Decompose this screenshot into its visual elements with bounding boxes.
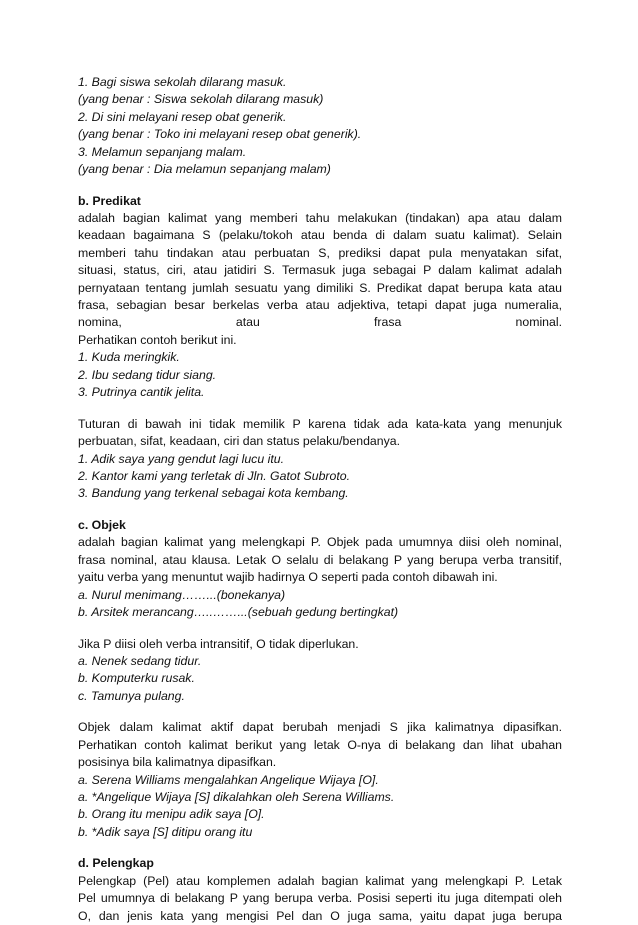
section-heading-pelengkap: d. Pelengkap — [78, 856, 154, 871]
example-line: a. Nenek sedang tidur. — [78, 653, 202, 668]
paragraph-line: Objek dalam kalimat aktif dapat berubah menjadi S jika kalimatnya dipasifkan. — [78, 720, 562, 735]
paragraph-line: Pel umumnya di belakang P yang berupa verba. Posisi seperti itu juga ditempati oleh — [78, 891, 562, 906]
example-line: 1. Adik saya yang gendut lagi lucu itu. — [78, 451, 284, 466]
paragraph-line: O, dan jenis kata yang mengisi Pel dan O juga sama, yaitu dapat juga berupa — [78, 908, 562, 923]
example-line: c. Tamunya pulang. — [78, 688, 185, 703]
example-line: a. Serena Williams mengalahkan Angelique Wijaya [O]. — [78, 772, 379, 787]
example-line: 2. Di sini melayani resep obat generik. — [78, 109, 287, 124]
paragraph-line: adalah bagian kalimat yang melengkapi P. Objek pada umumnya diisi oleh nominal, — [78, 535, 562, 550]
paragraph-line: adalah bagian kalimat yang memberi tahu melakukan (tindakan) apa atau dalam — [78, 211, 562, 226]
example-line: (yang benar : Dia melamun sepanjang malam) — [78, 162, 331, 177]
paragraph-line: situasi, status, ciri, atau jatidiri S. Termasuk juga sebagai P dalam kalimat adalah — [78, 263, 562, 278]
paragraph-line: nomina, atau frasa nominal. — [78, 315, 562, 330]
example-line: b. *Adik saya [S] ditipu orang itu — [78, 824, 253, 839]
section-heading-predikat: b. Predikat — [78, 193, 141, 208]
document-page — [78, 74, 562, 925]
paragraph-line: yaitu verba yang menuntut wajib hadirnya O seperti pada contoh dibawah ini. — [78, 570, 498, 585]
example-line: 3. Melamun sepanjang malam. — [78, 144, 247, 159]
example-line: (yang benar : Siswa sekolah dilarang masuk) — [78, 92, 324, 107]
paragraph-line: Perhatikan contoh berikut ini. — [78, 332, 237, 347]
example-line: a. Nurul menimang……...(bonekanya) — [78, 587, 286, 602]
paragraph-line: frasa nominal, atau klausa. Letak O selalu di belakang P yang berupa verba transitif, — [78, 552, 562, 567]
example-line: b. Komputerku rusak. — [78, 671, 195, 686]
example-line: 1. Bagi siswa sekolah dilarang masuk. — [78, 75, 287, 89]
paragraph-line: Pelengkap (Pel) atau komplemen adalah bagian kalimat yang melengkapi P. Letak — [78, 873, 562, 888]
paragraph-line: Perhatikan contoh kalimat berikut yang letak O-nya di belakang dan lihat ubahan — [78, 737, 562, 752]
paragraph-line: keadaan bagaimana S (pelaku/tokoh atau benda di dalam suatu kalimat). Selain — [78, 228, 562, 243]
example-line: 2. Ibu sedang tidur siang. — [78, 367, 217, 382]
example-line: b. Orang itu menipu adik saya [O]. — [78, 807, 265, 822]
paragraph-line: memberi tahu tindakan atau perbuatan S, prediksi dapat pula menyatakan sifat, — [78, 245, 562, 260]
example-line: b. Arsitek merancang…..……...(sebuah gedung bertingkat) — [78, 604, 399, 619]
example-line: (yang benar : Toko ini melayani resep obat generik). — [78, 127, 362, 142]
example-line: 3. Bandung yang terkenal sebagai kota kembang. — [78, 486, 349, 501]
example-line: 3. Putrinya cantik jelita. — [78, 385, 205, 400]
example-line: 2. Kantor kami yang terletak di Jln. Gatot Subroto. — [78, 468, 351, 483]
example-line: 1. Kuda meringkik. — [78, 350, 180, 365]
paragraph-line: pernyataan tentang jumlah sesuatu yang dimiliki S. Predikat dapat berupa kata atau — [78, 280, 562, 295]
paragraph-line: Tuturan di bawah ini tidak memilik P karena tidak ada kata-kata yang menunjuk — [78, 416, 562, 431]
example-line: a. *Angelique Wijaya [S] dikalahkan oleh Serena Williams. — [78, 789, 395, 804]
section-heading-objek: c. Objek — [78, 517, 126, 532]
paragraph-line: perbuatan, sifat, keadaan, ciri dan status pelaku/bendanya. — [78, 434, 400, 449]
paragraph-line: frasa, sebagian besar berkelas verba atau adjektiva, tetapi dapat juga numeralia, — [78, 298, 562, 313]
paragraph-line: posisinya bila kalimatnya dipasifkan. — [78, 755, 277, 770]
paragraph-line: Jika P diisi oleh verba intransitif, O tidak diperlukan. — [78, 636, 359, 651]
